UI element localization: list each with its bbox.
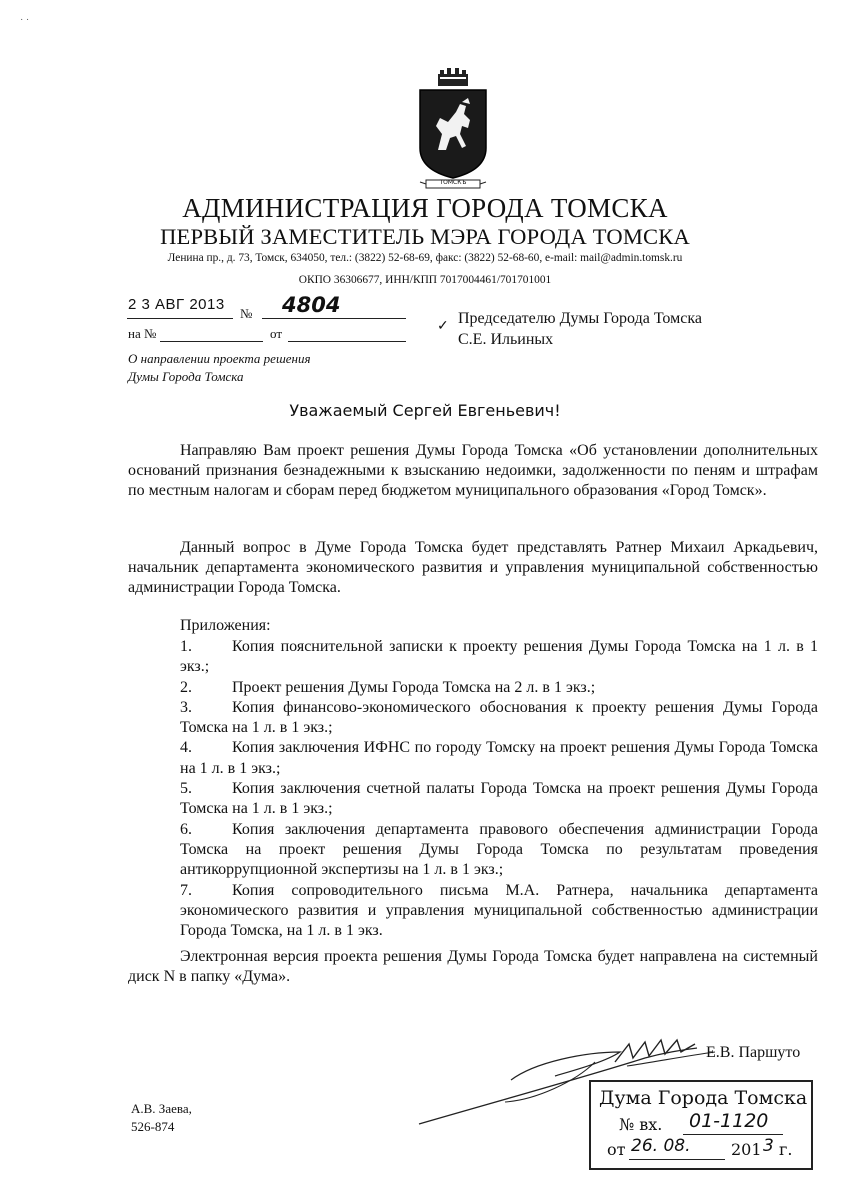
list-item-number: 4. <box>180 739 192 757</box>
list-item-number: 3. <box>180 698 192 716</box>
list-item <box>180 738 818 779</box>
attachments-list <box>180 637 818 941</box>
coat-of-arms-icon <box>412 68 494 194</box>
signatory-name: Е.В. Паршуто <box>706 1044 801 1061</box>
executor-phone: 526-874 <box>131 1119 175 1134</box>
list-item <box>180 698 818 739</box>
list-item-number: 2. <box>180 678 192 696</box>
stamp-incoming-number: 01-1120 <box>689 1110 769 1132</box>
list-item-number: 1. <box>180 638 192 655</box>
list-item-number: 6. <box>180 820 192 838</box>
crest-motto: ТОМСКЪ <box>439 179 467 186</box>
stamp-date-line <box>629 1159 725 1160</box>
body-paragraph-1: Направляю Вам проект решения Думы Города Томска «Об установлении дополнительных оснований признания безнадежными к взысканию недоимки, задолженности по пеням и штрафам по местным налогам и сборам перед бюджетом муниципального образования «Город Томск». <box>128 442 818 499</box>
org-name: АДМИНИСТРАЦИЯ ГОРОДА ТОМСКА <box>182 193 668 223</box>
org-okpo: ОКПО 36306677, ИНН/КПП 7017004461/701701001 <box>298 274 552 286</box>
list-item <box>180 881 818 942</box>
recipient-block <box>458 308 702 350</box>
list-item-text: Копия заключения ИФНС по городу Томску на проект решения Думы Города Томска на 1 л. в 1 экз.; <box>180 739 818 777</box>
body-paragraph-3: Электронная версия проекта решения Думы Города Томска будет направлена на системный диск N в папку «Дума». <box>128 948 818 985</box>
greeting: Уважаемый Сергей Евгеньевич! <box>289 401 561 420</box>
city-coat-of-arms <box>412 68 494 194</box>
scan-marks: ˙ ˙ <box>20 18 30 29</box>
reply-date-label: от <box>270 326 283 341</box>
number-sign: № <box>240 306 253 321</box>
reply-number-line <box>160 341 263 342</box>
body-paragraph-2: Данный вопрос в Думе Города Томска будет представлять Ратнер Михаил Аркадьевич, начальник департамента экономического развития и управления муниципальной собственностью администрации Города Томска. <box>128 539 818 596</box>
subject-line-2: Думы Города Томска <box>128 369 244 384</box>
list-item-number: 5. <box>180 780 192 798</box>
attachments-title: Приложения: <box>180 617 271 634</box>
stamp-year-suffix: 3 <box>763 1136 774 1156</box>
stamp-date-label: от <box>607 1140 626 1159</box>
list-item <box>180 678 818 698</box>
registration-number: 4804 <box>282 293 341 317</box>
list-item-text: Копия заключения департамента правового обеспечения администрации Города Томска на проект решения Думы Города Томска по результатам проведения антикоррупционной экспертизы на 1 л. в 1 экз.; <box>180 820 818 879</box>
org-contacts: Ленина пр., д. 73, Томск, 634050, тел.: (3822) 52-68-69, факс: (3822) 52-68-60, e-mail: mail@admin.tomsk.ru <box>167 252 683 264</box>
executor-name: А.В. Заева, <box>131 1101 192 1116</box>
list-item-text: Копия сопроводительного письма М.А. Ратнера, начальника департамента экономического развития и управления муниципальной собственностью администрации Города Томска, на 1 л. в 1 экз. <box>180 881 818 940</box>
check-mark-icon: ✓ <box>437 319 449 334</box>
stamp-incoming-label: № вх. <box>619 1115 663 1134</box>
reply-number-label: на № <box>128 326 157 341</box>
list-item <box>180 820 818 881</box>
list-item <box>180 779 818 820</box>
subject-block <box>128 350 311 386</box>
reply-date-line <box>288 341 406 342</box>
list-item-text: Проект решения Думы Города Томска на 2 л. в 1 экз.; <box>232 678 596 696</box>
stamp-year-prefix: 201 <box>731 1140 762 1159</box>
number-underline <box>262 318 406 319</box>
list-item-text: Копия финансово-экономического обоснования к проекту решения Думы Города Томска на 1 л. в 1 экз.; <box>180 698 818 737</box>
list-item <box>180 637 818 678</box>
date-underline <box>127 318 233 319</box>
list-item-text: Копия пояснительной записки к проекту решения Думы Города Томска на 1 л. в 1 экз.; <box>180 638 818 676</box>
stamp-date: 26. 08. <box>631 1136 691 1156</box>
stamp-number-line <box>683 1134 783 1135</box>
recipient-title: Председателю Думы Города Томска <box>458 310 702 327</box>
registration-date-stamp: 2 3 АВГ 2013 <box>128 296 225 313</box>
org-subtitle: ПЕРВЫЙ ЗАМЕСТИТЕЛЬ МЭРА ГОРОДА ТОМСКА <box>160 224 690 249</box>
stamp-title: Дума Города Томска <box>599 1087 808 1109</box>
list-item-text: Копия заключения счетной палаты Города Томска на проект решения Думы Города Томска на 1 л. в 1 экз.; <box>180 780 818 818</box>
subject-line-1: О направлении проекта решения <box>128 351 311 366</box>
stamp-year-unit: г. <box>779 1140 793 1159</box>
executor-block <box>131 1100 192 1136</box>
recipient-name: С.Е. Ильиных <box>458 331 554 348</box>
incoming-registration-stamp <box>589 1080 813 1170</box>
list-item-number: 7. <box>180 881 192 899</box>
